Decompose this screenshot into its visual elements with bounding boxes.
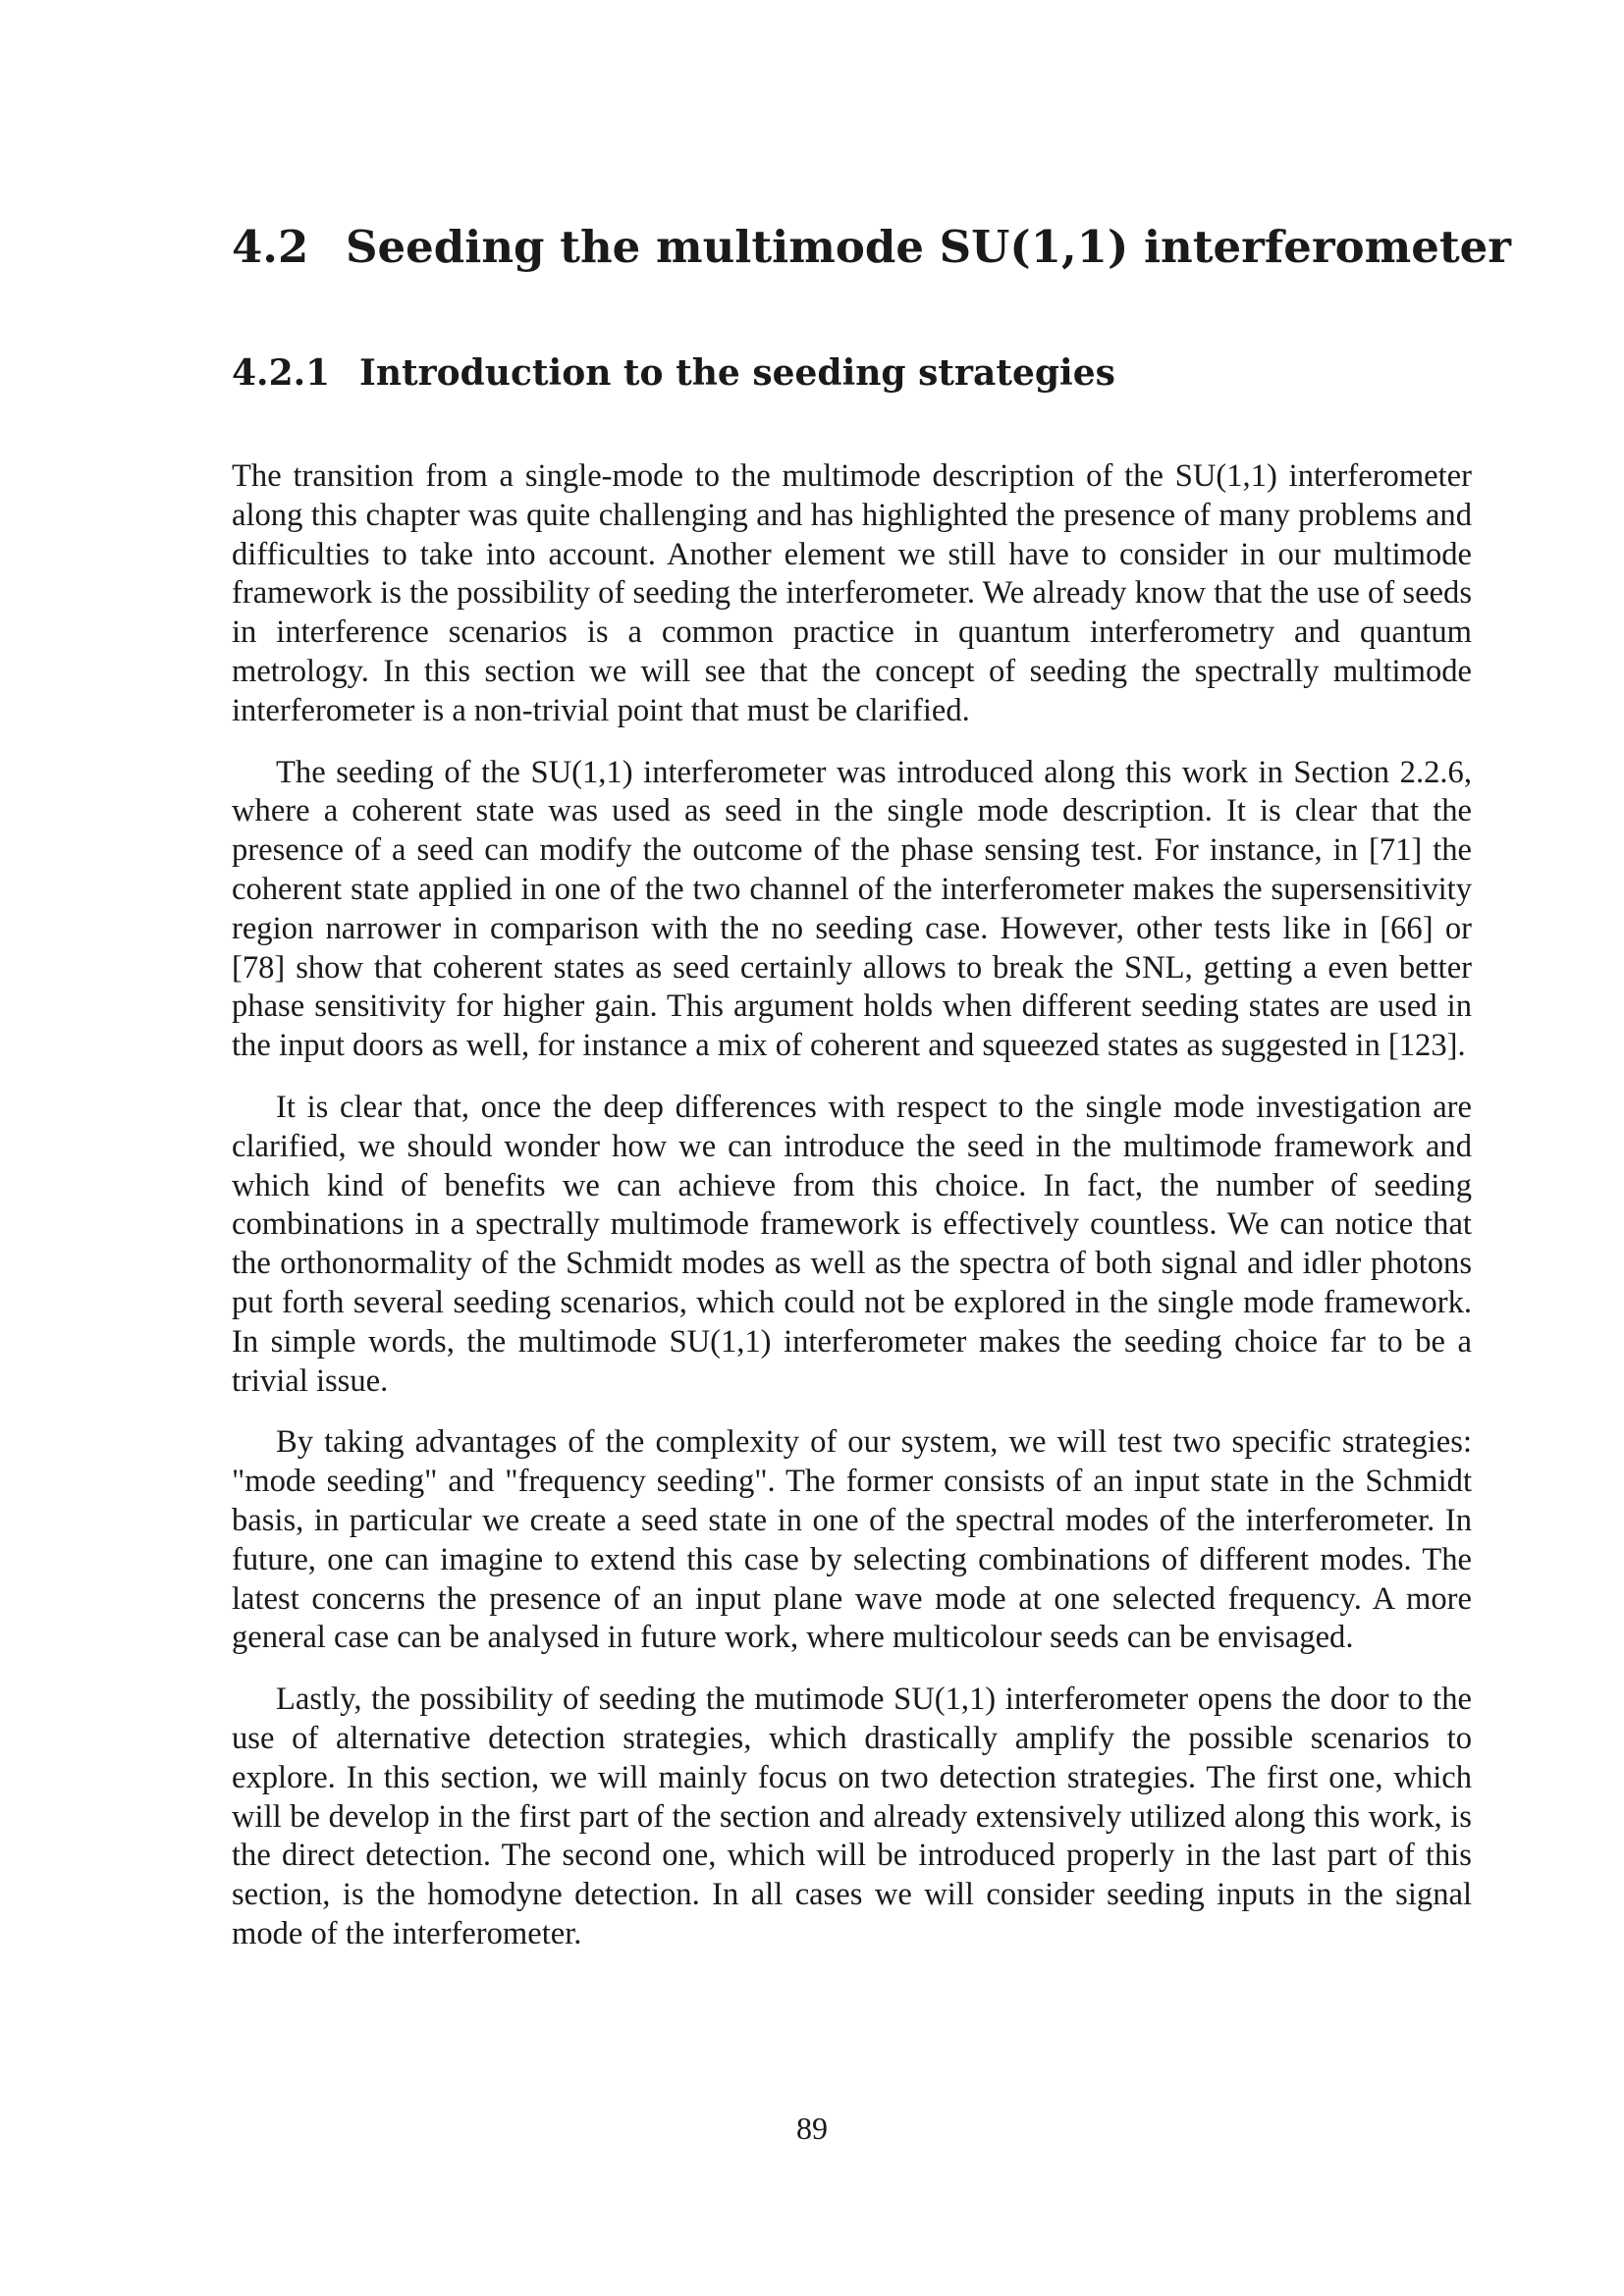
paragraph: Lastly, the possibility of seeding the mutimode SU(1,1) interferometer opens the door to the use of alternative detection strategies, which drastically amplify the possible scenarios to explore. In this section, we will mainly focus on two detection strategies. The first one, which will be develop in the first part of the section and already extensively utilized along this work, is the direct detection. The second one, which will be introduced properly in the last part of this section, is the homodyne detection. In all cases we will consider seeding inputs in the signal mode of the interferometer. xyxy=(232,1682,1472,1951)
subsection-heading xyxy=(232,349,1489,397)
paragraph: By taking advantages of the complexity of our system, we will test two specific strategies: "mode seeding" and "frequency seeding". The former consists of an input state in the Schmidt basis, in particular we create a seed state in one of the spectral modes of the interferometer. In future, one can imagine to extend this case by selecting combinations of different modes. The latest concerns the presence of an input plane wave mode at one selected frequency. A more general case can be analysed in future work, where multicolour seeds can be envisaged. xyxy=(232,1424,1472,1656)
subsection-title: Introduction to the seeding strategies xyxy=(359,352,1115,394)
section-heading xyxy=(232,218,1511,277)
section-number: 4.2 xyxy=(232,221,309,273)
page-number: 89 xyxy=(796,2110,828,2146)
subsection-number: 4.2.1 xyxy=(232,352,331,394)
section-title: Seeding the multimode SU(1,1) interferometer xyxy=(346,221,1511,273)
paragraph: The seeding of the SU(1,1) interferometer was introduced along this work in Section 2.2.6, where a coherent state was used as seed in the single mode description. It is clear that the presence of a seed can modify the outcome of the phase sensing test. For instance, in [71] the coherent state applied in one of the two channel of the interferometer makes the supersensitivity region narrower in comparison with the no seeding case. However, other tests like in [66] or [78] show that coherent states as seed certainly allows to break the SNL, getting a even better phase sensitivity for higher gain. This argument holds when different seeding states are used in the input doors as well, for instance a mix of coherent and squeezed states as suggested in [123]. xyxy=(232,754,1472,1064)
body-text xyxy=(232,457,1472,1977)
paragraph: It is clear that, once the deep differences with respect to the single mode investigation are clarified, we should wonder how we can introduce the seed in the multimode framework and which kind of benefits we can achieve from this choice. In fact, the number of seeding combinations in a spectrally multimode framework is effectively countless. We can notice that the orthonormality of the Schmidt modes as well as the spectra of both signal and idler photons put forth several seeding scenarios, which could not be explored in the single mode framework. In simple words, the multimode SU(1,1) interferometer makes the seeding choice far to be a trivial issue. xyxy=(232,1089,1472,1399)
paragraph: The transition from a single-mode to the multimode description of the SU(1,1) interferometer along this chapter was quite challenging and has highlighted the presence of many problems and difficulties to take into account. Another element we still have to consider in our multimode framework is the possibility of seeding the interferometer. We already know that the use of seeds in interference scenarios is a common practice in quantum interferometry and quantum metrology. In this section we will see that the concept of seeding the spectrally multimode interferometer is a non-trivial point that must be clarified. xyxy=(232,458,1472,728)
